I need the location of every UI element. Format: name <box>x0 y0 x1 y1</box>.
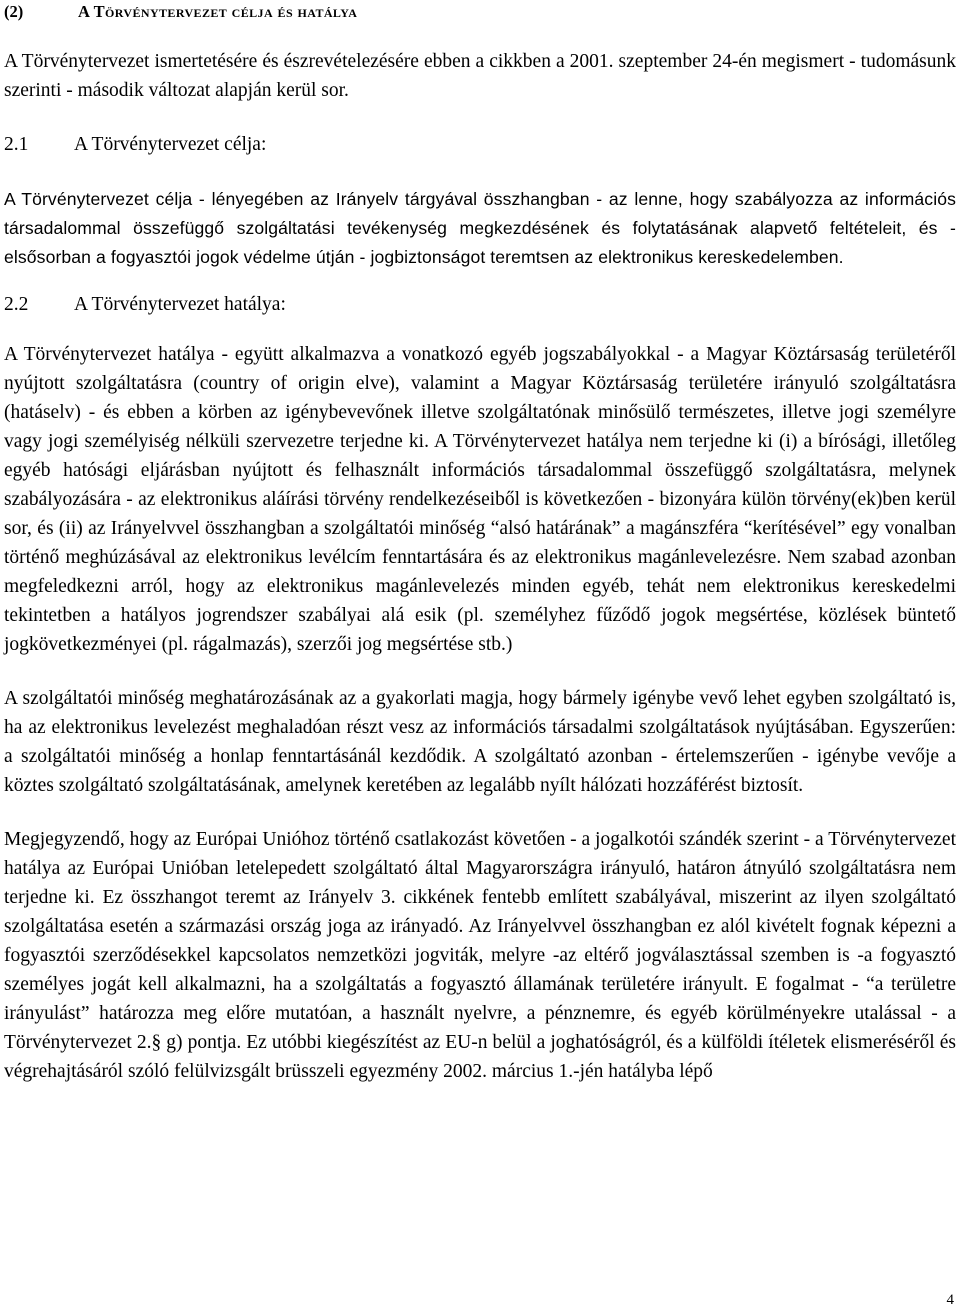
subsection-number: 2.2 <box>4 294 29 315</box>
subsection-number: 2.1 <box>4 134 29 155</box>
goal-paragraph: A Törvénytervezet célja - lényegében az Irányelv tárgyával összhangban - az lenne, hogy szabályozza az információs társadalommal összefüggő szolgáltatási tevékenység megkezdésének és folytatásának alapvető feltételeit, és - elsősorban a fogyasztói jogok védelme útján - jogbiztonságot teremtsen az elektronikus kereskedelemben. <box>4 189 956 267</box>
section-number: (2) <box>4 2 24 21</box>
scope-paragraph-2: A szolgáltatói minőség meghatározásának az a gyakorlati magja, hogy bármely igénybe vevő lehet egyben szolgáltató is, ha az elektronikus levelezést meghaladóan részt vesz az információs társadalmi szolgáltatások nyújtásában. Egyszerűen: a szolgáltatói minőség a honlap fenntartásánál kezdődik. A szolgáltató azonban - értelemszerűen - igénybe vevője a köztes szolgáltató szolgáltatásának, amelynek keretében az legalább nyílt hálózati hozzáférést biztosít. <box>4 688 956 796</box>
subsection-heading-2-2 <box>4 291 956 319</box>
scope-paragraph-1: A Törvénytervezet hatálya - együtt alkalmazva a vonatkozó egyéb jogszabályokkal - a Magyar Köztársaság területéről nyújtott szolgáltatásra (country of origin elve), valamint a Magyar Köztársaság területére irányuló szolgáltatásra (hatáselv) - és ebben a körben az igénybevevőnek illetve szolgáltatónak minősülő természetes, illetve jogi személyre vagy jogi személyiség nélküli szervezetre terjedne ki. A Törvénytervezet hatálya nem terjedne ki (i) a bírósági, illetőleg egyéb hatósági eljárásban nyújtott és felhasznált információs társadalommal összefüggő szolgáltatásra, melynek szabályozására - az elektronikus aláírási törvény rendelkezéseiből is következően - bizonyára külön törvény(ek)ben kerül sor, és (ii) az Irányelvvel összhangban a szolgáltatói minőség “alsó határának” a magánszféra “kerítésével” egy vonalban történő meghúzásával az elektronikus levélcím fenntartására és az elektronikus magánlevelezésre. Nem szabad azonban megfeledkezni arról, hogy az elektronikus magánlevelezés minden egyéb, tehát nem elektronikus kereskedelmi tekintetben a hatályos jogrendszer szabályai alá esik (pl. személyhez fűződő jogok megsértése, közlések büntető jogkövetkezményei (pl. rágalmazás), szerzői jog megsértése stb.) <box>4 344 956 655</box>
section-title: A Törvénytervezet célja és hatálya <box>78 2 358 21</box>
document-page <box>4 0 956 1086</box>
subsection-heading-2-1 <box>4 131 956 159</box>
intro-paragraph: A Törvénytervezet ismertetésére és észrevételezésére ebben a cikkben a 2001. szeptember 24-én megismert - tudomásunk szerinti - második változat alapján kerül sor. <box>4 51 956 101</box>
subsection-title: A Törvénytervezet célja: <box>74 134 267 155</box>
page-number: 4 <box>946 1292 954 1308</box>
scope-paragraph-3: Megjegyzendő, hogy az Európai Unióhoz történő csatlakozást követően - a jogalkotói szándék szerint - a Törvénytervezet hatálya az Európai Unióban letelepedett szolgáltató által Magyarországra irányuló, határon átnyúló szolgáltatásra nem terjedne ki. Ez összhangot teremt az Irányelv 3. cikkének fentebb említett szabályával, miszerint az ilyen szolgáltató szolgáltatása esetén a származási ország joga az irányadó. Az Irányelvvel összhangban ez alól kivételt fognak képezni a fogyasztói szerződésekkel kapcsolatos nemzetközi jogviták, melyre -az eltérő jogválasztással szemben is -a fogyasztó személyes jogát kell alkalmazni, ha a szolgáltatás a fogyasztó államának területére irányult. E fogalmat - “a területre irányulást” határozza meg előre mutatóan, a használt nyelvre, a pénznemre, és egyéb körülményekre utalással - a Törvénytervezet 2.§ g) pontja. Ez utóbbi kiegészítést az EU-n belül a joghatóságról, és a külföldi ítéletek elismeréséről és végrehajtásáról szóló felülvizsgált brüsszeli egyezmény 2002. március 1.-jén hatályba lépő <box>4 829 956 1082</box>
section-heading <box>4 2 956 26</box>
subsection-title: A Törvénytervezet hatálya: <box>74 294 286 315</box>
